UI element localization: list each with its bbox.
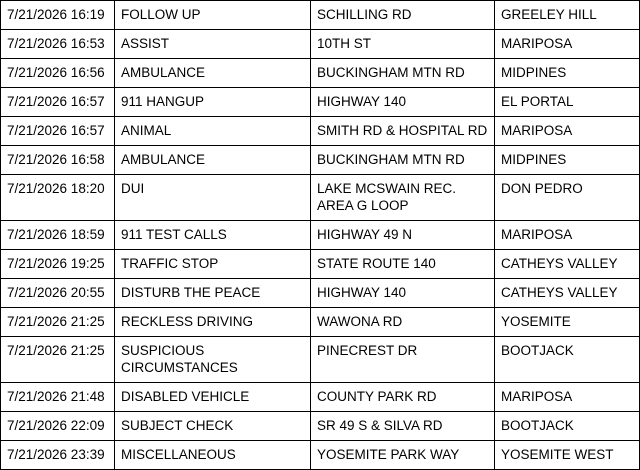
table-row — [1, 30, 640, 59]
cell-area: GREELEY HILL — [495, 1, 640, 30]
cell-datetime: 7/21/2026 22:09 — [1, 412, 115, 441]
cell-location: 10TH ST — [311, 30, 495, 59]
table-row — [1, 337, 640, 383]
cell-type: DISTURB THE PEACE — [115, 279, 311, 308]
cell-datetime: 7/21/2026 16:57 — [1, 88, 115, 117]
table-row — [1, 441, 640, 470]
cell-datetime: 7/21/2026 16:58 — [1, 146, 115, 175]
cell-location: LAKE MCSWAIN REC. AREA G LOOP — [311, 175, 495, 221]
cell-datetime: 7/21/2026 18:20 — [1, 175, 115, 221]
cell-area: BOOTJACK — [495, 337, 640, 383]
cell-datetime: 7/21/2026 16:19 — [1, 1, 115, 30]
cell-location: HIGHWAY 140 — [311, 279, 495, 308]
cell-area: YOSEMITE WEST — [495, 441, 640, 470]
cell-datetime: 7/21/2026 21:48 — [1, 383, 115, 412]
cell-area: MARIPOSA — [495, 221, 640, 250]
cell-datetime: 7/21/2026 23:39 — [1, 441, 115, 470]
cell-type: AMBULANCE — [115, 59, 311, 88]
cell-type: AMBULANCE — [115, 146, 311, 175]
cell-type: SUBJECT CHECK — [115, 412, 311, 441]
cell-location: PINECREST DR — [311, 337, 495, 383]
table-row — [1, 383, 640, 412]
table-row — [1, 59, 640, 88]
cell-location: SR 49 S & SILVA RD — [311, 412, 495, 441]
cell-location: COUNTY PARK RD — [311, 383, 495, 412]
cell-datetime: 7/21/2026 16:57 — [1, 117, 115, 146]
cell-type: TRAFFIC STOP — [115, 250, 311, 279]
cell-location: WAWONA RD — [311, 308, 495, 337]
cell-type: 911 TEST CALLS — [115, 221, 311, 250]
cell-area: CATHEYS VALLEY — [495, 250, 640, 279]
cell-datetime: 7/21/2026 21:25 — [1, 308, 115, 337]
cell-area: MARIPOSA — [495, 383, 640, 412]
table-row — [1, 1, 640, 30]
cell-area: MIDPINES — [495, 59, 640, 88]
cell-area: BOOTJACK — [495, 412, 640, 441]
cell-datetime: 7/21/2026 21:25 — [1, 337, 115, 383]
cell-location: STATE ROUTE 140 — [311, 250, 495, 279]
table-row — [1, 412, 640, 441]
cell-location: HIGHWAY 140 — [311, 88, 495, 117]
cell-datetime: 7/21/2026 18:59 — [1, 221, 115, 250]
cell-area: MIDPINES — [495, 146, 640, 175]
cell-location: HIGHWAY 49 N — [311, 221, 495, 250]
cell-type: DISABLED VEHICLE — [115, 383, 311, 412]
cell-datetime: 7/21/2026 20:55 — [1, 279, 115, 308]
table-row — [1, 221, 640, 250]
table-row — [1, 279, 640, 308]
table-row — [1, 117, 640, 146]
cell-type: FOLLOW UP — [115, 1, 311, 30]
table-row — [1, 250, 640, 279]
table-row — [1, 175, 640, 221]
cell-area: DON PEDRO — [495, 175, 640, 221]
cell-area: EL PORTAL — [495, 88, 640, 117]
cell-type: RECKLESS DRIVING — [115, 308, 311, 337]
cell-area: MARIPOSA — [495, 30, 640, 59]
table-row — [1, 88, 640, 117]
cell-type: DUI — [115, 175, 311, 221]
cell-location: BUCKINGHAM MTN RD — [311, 59, 495, 88]
cell-location: YOSEMITE PARK WAY — [311, 441, 495, 470]
cell-location: BUCKINGHAM MTN RD — [311, 146, 495, 175]
cell-type: ASSIST — [115, 30, 311, 59]
cell-datetime: 7/21/2026 16:56 — [1, 59, 115, 88]
cell-location: SMITH RD & HOSPITAL RD — [311, 117, 495, 146]
cell-area: CATHEYS VALLEY — [495, 279, 640, 308]
cell-area: MARIPOSA — [495, 117, 640, 146]
table-row — [1, 308, 640, 337]
cell-datetime: 7/21/2026 19:25 — [1, 250, 115, 279]
cell-type: ANIMAL — [115, 117, 311, 146]
cell-area: YOSEMITE — [495, 308, 640, 337]
cell-type: SUSPICIOUS CIRCUMSTANCES — [115, 337, 311, 383]
cell-datetime: 7/21/2026 16:53 — [1, 30, 115, 59]
cell-location: SCHILLING RD — [311, 1, 495, 30]
table-row — [1, 146, 640, 175]
cell-type: 911 HANGUP — [115, 88, 311, 117]
cell-type: MISCELLANEOUS — [115, 441, 311, 470]
